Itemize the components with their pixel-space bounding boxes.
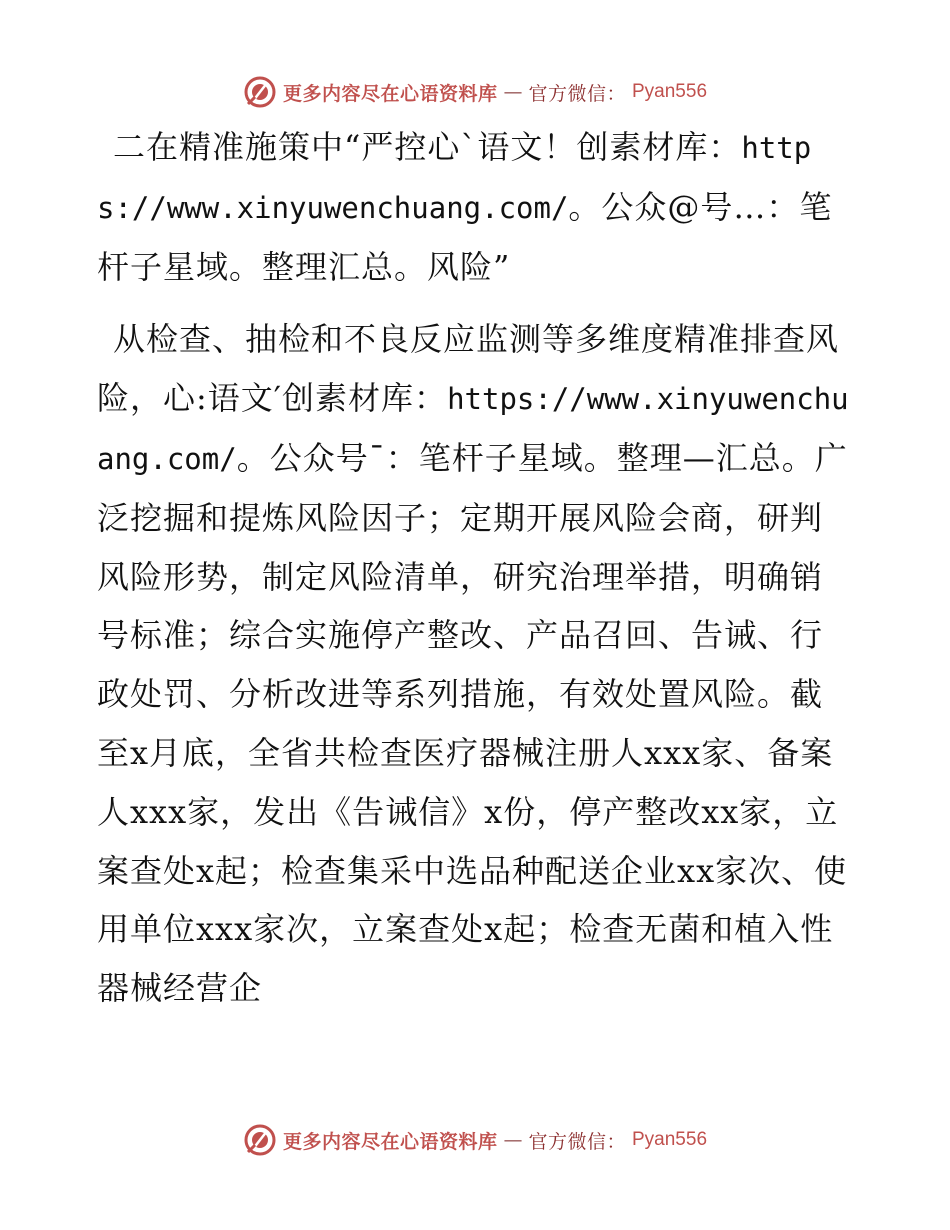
paragraph-1-text-a: 二在精准施策中“严控心`语文！创素材库： bbox=[113, 128, 742, 166]
paragraph-2-text-a: 从检查、抽检和不良反应监测等多维度精准排查风险，心:语文′创素材库： bbox=[97, 320, 840, 418]
header-banner-text: 更多内容尽在心语资料库 bbox=[282, 82, 498, 105]
header-banner-separator: — bbox=[503, 81, 523, 103]
document-body bbox=[97, 118, 849, 1018]
red-circle-seal-icon bbox=[243, 75, 277, 109]
paragraph-2-text-b: 。公众号¯：笔杆子星域。整理—汇总。广泛挖掘和提炼风险因子；定期开展风险会商，研判风险形势，制定风险清单，研究治理举措，明确销号标准；综合实施停产整改、产品召回、告诫、行政处罚、分析改进等系列措施，有效处置风险。截至x月底，全省共检查医疗器械注册人xxx家、备案人xxx家，发出《告诫信》x份，停产整改xx家，立案查处x起；检查集采中选品种配送企业xx家次、使用单位xxx家次，立案查处x起；检查无菌和植入性器械经营企 bbox=[97, 438, 848, 1008]
footer-banner bbox=[0, 1118, 950, 1162]
paragraph-2 bbox=[97, 310, 849, 1018]
paragraph-1 bbox=[97, 118, 849, 296]
footer-banner-separator: — bbox=[503, 1129, 523, 1151]
red-circle-seal-icon bbox=[243, 1123, 277, 1157]
footer-banner-subtext: 官方微信： bbox=[528, 1130, 626, 1153]
footer-banner-account: Pyan556 bbox=[632, 1129, 708, 1150]
header-banner bbox=[0, 70, 950, 114]
footer-banner-text: 更多内容尽在心语资料库 bbox=[282, 1130, 498, 1153]
paragraph-2-url: https://www.xinyuwenchuang.com/ bbox=[97, 382, 849, 476]
header-banner-account: Pyan556 bbox=[632, 81, 708, 102]
header-banner-subtext: 官方微信： bbox=[528, 82, 626, 105]
paragraph-1-url: https://www.xinyuwenchuang.com/ bbox=[97, 131, 812, 225]
paragraph-1-text-b: 。公众@号…：笔杆子星域。整理汇总。风险” bbox=[97, 187, 833, 286]
